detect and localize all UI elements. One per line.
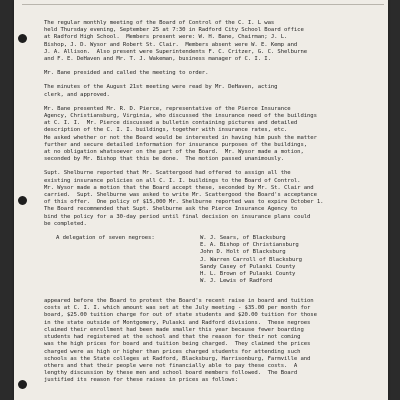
paragraph-presiding — [44, 70, 376, 77]
text-line: description of the C. I. I. buildings, together with insurance rates, etc. — [44, 127, 288, 134]
text-line: He asked whether or not the Board would be interested in having him push the matter — [44, 134, 317, 141]
text-line: charged were as high or higher than prices charged students for attending such — [44, 348, 301, 355]
punch-hole — [18, 196, 27, 205]
delegation-member: J. Warren Carroll of Blacksburg — [200, 256, 302, 263]
text-line: at Radford High School. Members present were: W. H. Bane, Chairman; J. L. — [44, 34, 288, 41]
text-line: Bishop, J. D. Wysor and Robert St. Clair. Members absent were W. E. Kemp and — [44, 41, 298, 48]
text-line: and F. E. DeHaven and Mr. T. J. Wakeman, business manager of C. I. I. — [44, 56, 271, 63]
delegation-member: H. L. Brown of Pulaski County — [200, 271, 296, 278]
text-line: The Board recommended that Supt. Shelburne ask the Pierce Insurance Agency to — [44, 206, 298, 213]
delegation-member: John D. Holt of Blacksburg — [200, 249, 286, 256]
paragraph-protest — [44, 298, 376, 384]
delegation-member: E. A. Bishop of Christiansburg — [200, 242, 299, 249]
text-line: Supt. Shelburne reported that Mr. Scattergood had offered to assign all the — [44, 170, 291, 177]
text-line: Agency, Christiansburg, Virginia, who discussed the insurance need of the buildings — [44, 113, 317, 120]
document-page — [14, 0, 388, 400]
delegation-members — [200, 235, 302, 285]
minutes-text — [44, 20, 376, 392]
punch-hole — [18, 34, 27, 43]
text-line: of this offer. One policy of $15,000 Mr. Shelburne reported was to expire October 1. — [44, 199, 324, 206]
text-line: appeared before the Board to protest the Board's recent raise in board and tuition — [44, 298, 314, 305]
text-line: schools as the State colleges at Radford, Blacksburg, Harrisonburg, Farmville and — [44, 355, 311, 362]
text-line: at no obligation whatsoever on the part of the Board. Mr. Wysor made a motion, — [44, 149, 304, 156]
text-line: The minutes of the August 21st meeting were read by Mr. DeHaven, acting — [44, 84, 278, 91]
text-line: The regular monthly meeting of the Board of Control of the C. I. L was — [44, 20, 275, 26]
text-line: board, $25.00 tuition charge for out of state students and $20.00 tuition for those — [44, 312, 317, 319]
text-line: carried. Supt. Shelburne was asked to write Mr. Scattergood the Board's acceptance — [44, 192, 317, 199]
text-line: Mr. Wysor made a motion that the Board accept these, seconded by Mr. St. Clair and — [44, 184, 314, 191]
text-line: students had registered at the school and that the reason for their not coming — [44, 334, 301, 341]
text-line: clerk, and approved. — [44, 91, 110, 98]
text-line: others and that their people were not financially able to pay these costs. A — [44, 362, 298, 369]
text-line: seconded by Mr. Bishop that this be done. The motion passed unanimously. — [44, 156, 285, 163]
text-line: lengthy discussion by these men and school board members followed. The Board — [44, 370, 298, 377]
delegation-list — [44, 235, 376, 291]
text-line: existing insurance policies on all C. I. I. buildings to the Board of Control. — [44, 177, 301, 184]
text-line: further and secure detailed information for insurance purposes of the buildings, — [44, 141, 308, 148]
text-line: costs at C. I. I. which amount was set at the July meeting - $35.00 per month for — [44, 305, 311, 312]
text-line: at C. I. I. Mr. Pierce discussed a bulletin containing pictures and detailed — [44, 120, 298, 127]
text-line: be completed. — [44, 220, 87, 227]
paragraph-policies — [44, 170, 376, 228]
text-line: J. A. Allison. Also present were Superintendents F. C. Critzer, G. C. Shelburne — [44, 48, 308, 55]
paragraph-minutes — [44, 84, 376, 98]
text-line: held Thursday evening, September 25 at 7:30 in Radford City School Board office — [44, 27, 304, 34]
paragraph-attendance — [44, 20, 376, 63]
paragraph-insurance-agency — [44, 106, 376, 164]
delegation-intro: A delegation of seven negroes: — [56, 235, 155, 242]
text-line: in the state outside of Montgomery, Pulaski and Radford divisions. These negroes — [44, 319, 311, 326]
text-line: Mr. Bane presided and called the meeting to order. — [44, 70, 209, 77]
text-line: bind the policy for a 30-day period until final decision on insurance plans could — [44, 213, 311, 220]
delegation-member: W. J. Lewis of Radford — [200, 278, 273, 285]
delegation-member: Sandy Casey of Pulaski County — [200, 263, 296, 270]
text-line: claimed their enrollment had been made smaller this year because fewer boarding — [44, 326, 304, 333]
text-line: Mr. Bane presented Mr. R. D. Pierce, representative of the Pierce Insurance — [44, 105, 291, 112]
delegation-member: W. J. Sears, of Blacksburg — [200, 235, 286, 242]
punch-hole — [18, 380, 27, 389]
text-line: justified its reason for these raises in prices as follows: — [44, 377, 238, 384]
text-line: was the high prices for board and tuition being charged. They claimed the prices — [44, 341, 311, 348]
page-edge-rule — [22, 4, 384, 5]
